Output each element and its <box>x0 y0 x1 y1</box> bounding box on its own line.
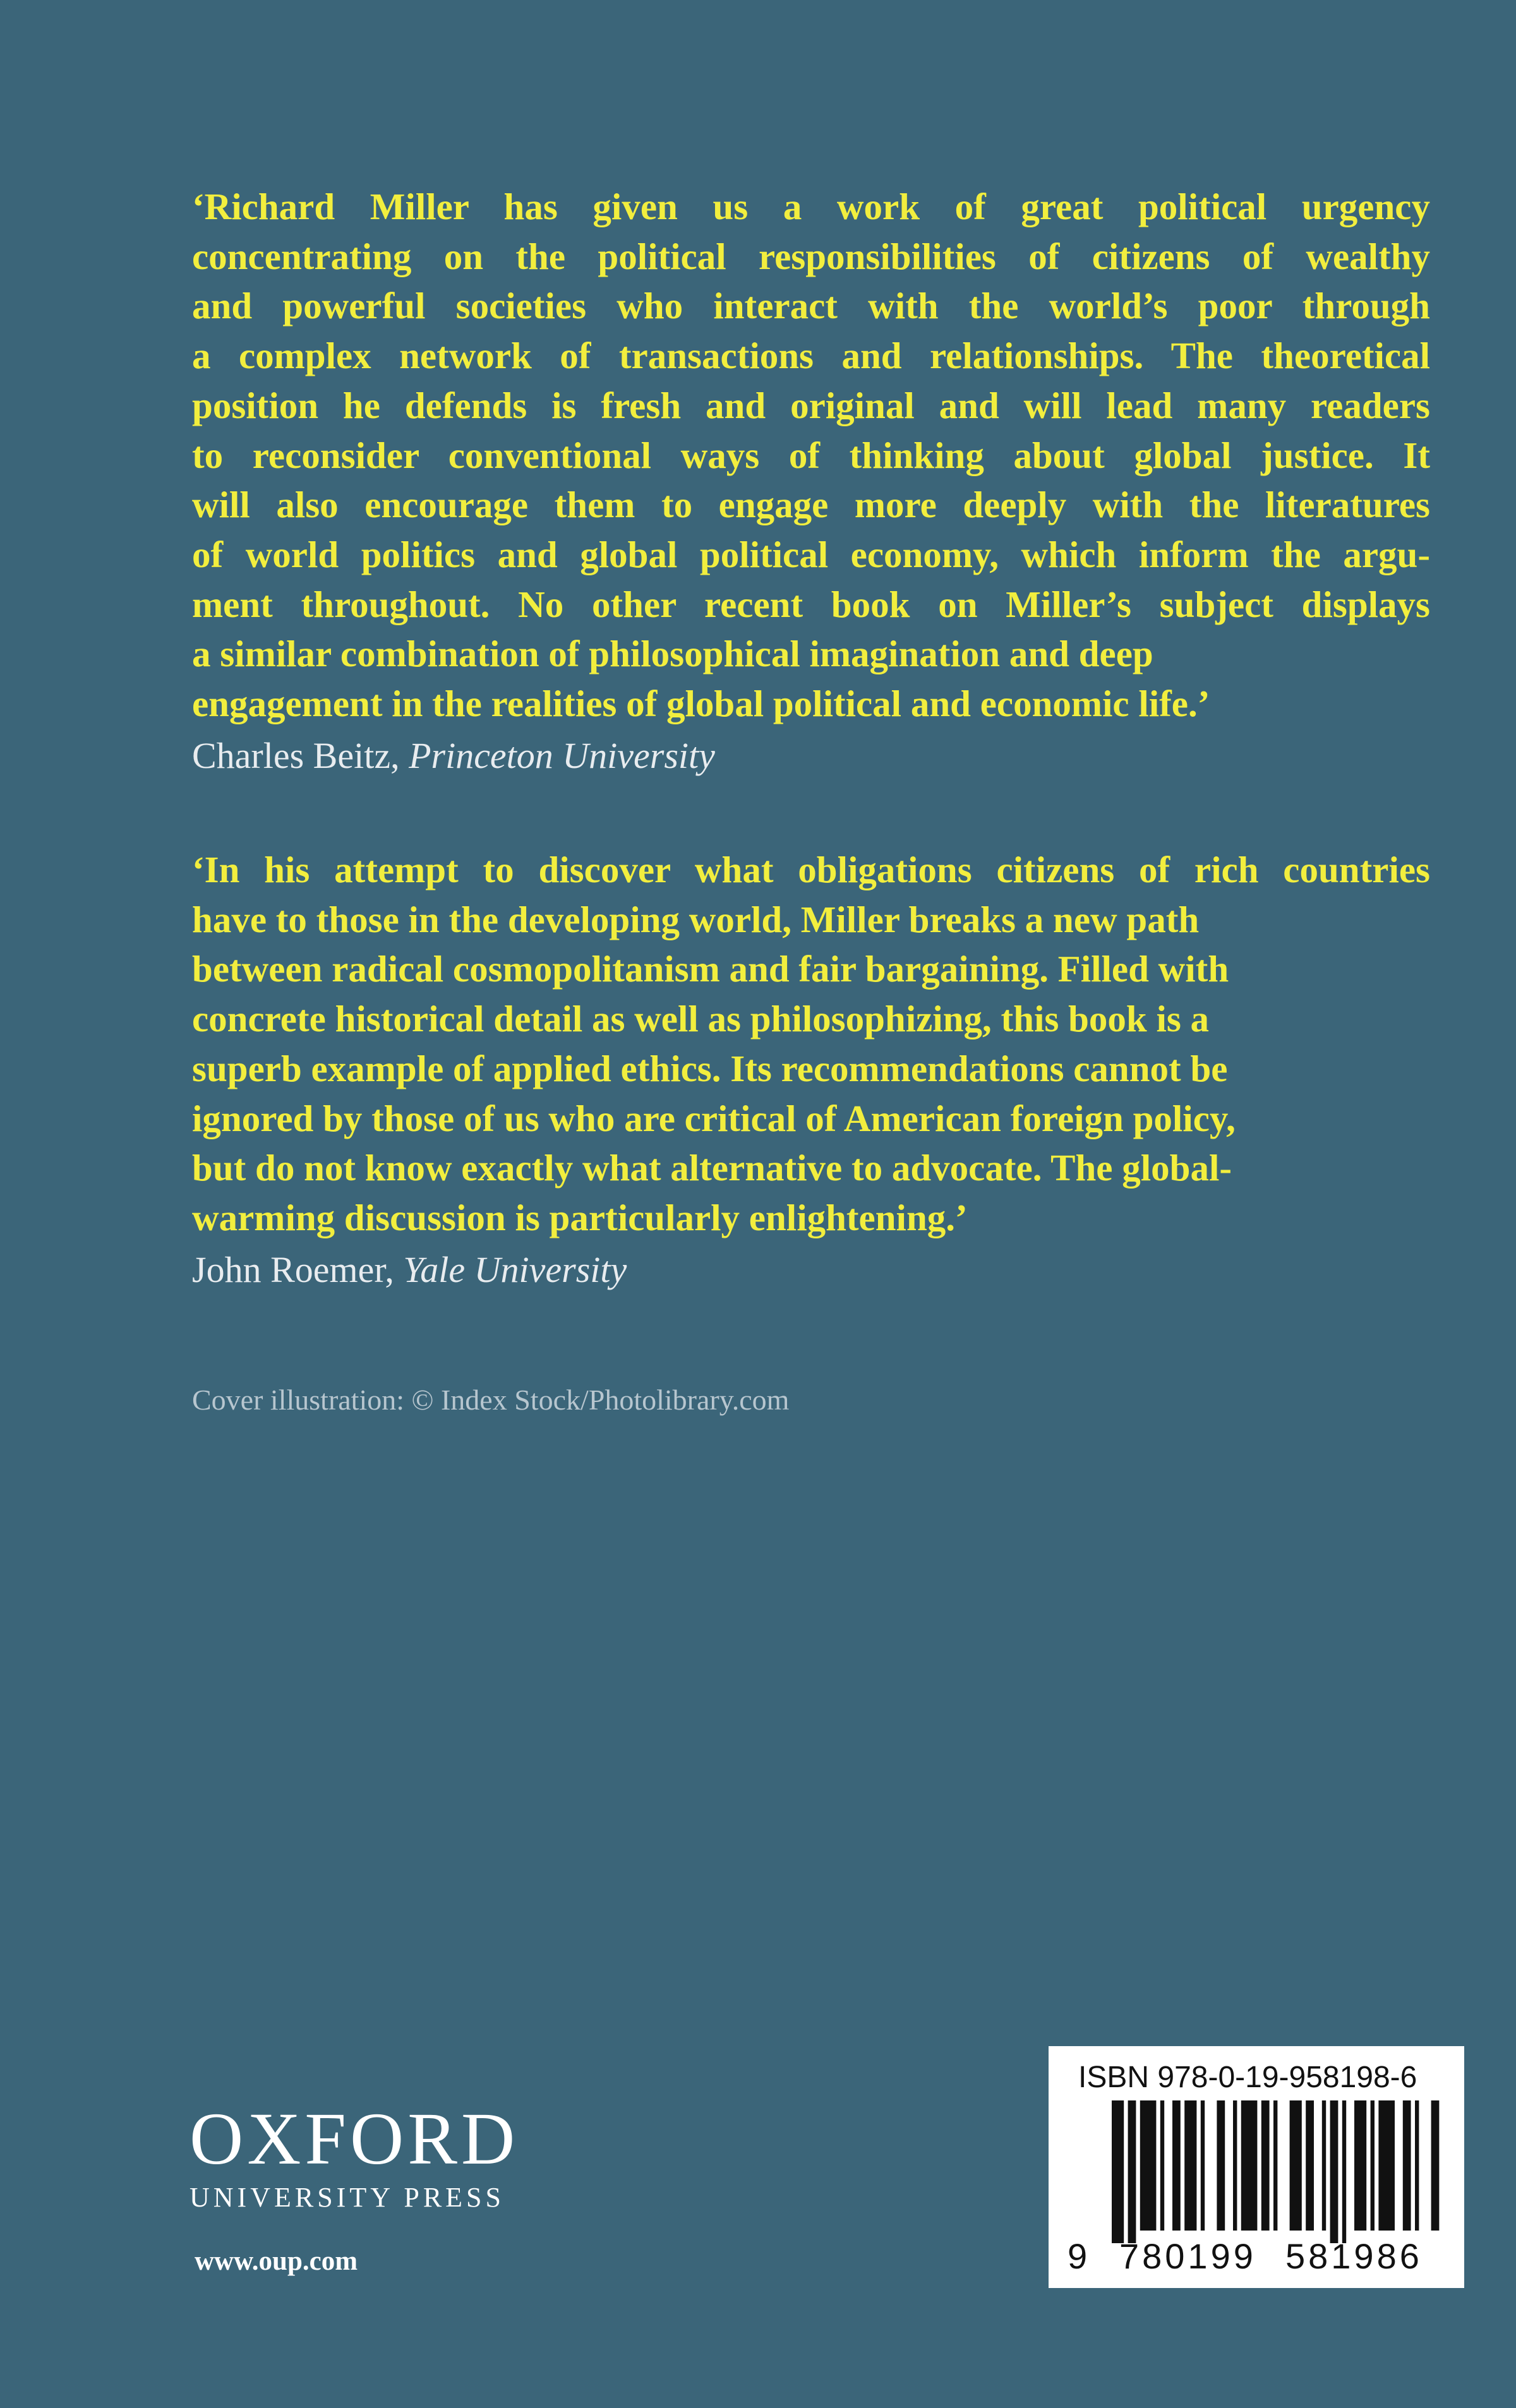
attribution-author: Charles Beitz, <box>192 734 400 776</box>
barcode-bar <box>1241 2100 1258 2231</box>
quote-line: ment throughout. No other recent book on Miller’s subject displays <box>192 583 1430 625</box>
quote-line: ignored by those of us who are critical of American foreign policy, <box>192 1097 1236 1139</box>
quote-line: a similar combination of philosophical imagination and deep <box>192 633 1153 675</box>
quote-text <box>192 182 1430 729</box>
barcode-bar <box>1322 2100 1326 2231</box>
attribution-author: John Roemer, <box>192 1249 394 1290</box>
quote-line: between radical cosmopolitanism and fair bargaining. Filled with <box>192 948 1229 990</box>
barcode-bar <box>1140 2100 1157 2231</box>
attribution-affiliation: Princeton University <box>409 734 715 776</box>
barcode-bar <box>1128 2100 1136 2243</box>
quote-line: engagement in the realities of global political and economic life.’ <box>192 683 1210 725</box>
quote-line: to reconsider conventional ways of thinking about global justice. It <box>192 434 1430 476</box>
oxford-logo <box>190 2097 519 2213</box>
quote-attribution <box>192 734 1430 778</box>
barcode-bar <box>1112 2100 1124 2243</box>
quote-line: and powerful societies who interact with the world’s poor through <box>192 285 1430 327</box>
barcode-bar <box>1330 2100 1339 2243</box>
publisher-subtitle: UNIVERSITY PRESS <box>190 2182 505 2213</box>
barcode-bar <box>1415 2100 1419 2231</box>
cover-illustration-credit: Cover illustration: © Index Stock/Photolibrary.com <box>192 1384 790 1416</box>
barcode-bar <box>1172 2100 1181 2231</box>
review-quote-roemer <box>192 845 1430 1292</box>
barcode-bar <box>1201 2100 1205 2231</box>
quote-line: ‘In his attempt to discover what obligations citizens of rich countries <box>192 849 1430 890</box>
quote-attribution <box>192 1248 1430 1292</box>
barcode-bar <box>1431 2100 1440 2231</box>
quote-line: position he defends is fresh and original and will lead many readers <box>192 384 1430 426</box>
quote-line: superb example of applied ethics. Its recommendations cannot be <box>192 1047 1228 1089</box>
quote-text <box>192 845 1430 1243</box>
quote-line: have to those in the developing world, Miller breaks a new path <box>192 898 1200 940</box>
publisher-website[interactable]: www.oup.com <box>195 2246 358 2276</box>
quote-line: of world politics and global political economy, which inform the argu- <box>192 533 1430 575</box>
barcode-bar <box>1233 2100 1237 2231</box>
quote-line: warming discussion is particularly enlightening.’ <box>192 1196 968 1238</box>
review-quote-beitz <box>192 182 1430 778</box>
isbn-barcode <box>1049 2046 1464 2288</box>
barcode-bar <box>1273 2100 1277 2231</box>
barcode-digit-first: 9 <box>1068 2236 1091 2276</box>
attribution-affiliation: Yale University <box>403 1249 627 1290</box>
barcode-bar <box>1378 2100 1395 2231</box>
quote-line: a complex network of transactions and relationships. The theoretical <box>192 335 1430 377</box>
quote-line: will also encourage them to engage more deeply with the literatures <box>192 484 1430 526</box>
barcode-bar <box>1354 2100 1366 2231</box>
barcode-bar <box>1160 2100 1164 2231</box>
quote-line: concentrating on the political responsibilities of citizens of wealthy <box>192 235 1430 277</box>
barcode-bar <box>1217 2100 1225 2231</box>
barcode-bar <box>1290 2100 1302 2231</box>
barcode-digits-left: 780199 <box>1119 2236 1256 2276</box>
quote-line: ‘Richard Miller has given us a work of great political urgency <box>192 186 1430 227</box>
isbn-label: ISBN 978-0-19-958198-6 <box>1078 2061 1417 2094</box>
barcode-bar <box>1184 2100 1196 2231</box>
barcode-bar <box>1261 2100 1270 2231</box>
quote-line: concrete historical detail as well as philosophizing, this book is a <box>192 998 1210 1040</box>
barcode-bar <box>1306 2100 1314 2231</box>
barcode-bar <box>1403 2100 1411 2231</box>
barcode-bar <box>1371 2100 1375 2231</box>
barcode-digits-right: 581986 <box>1285 2236 1423 2276</box>
barcode-bar <box>1342 2100 1346 2243</box>
publisher-name: OXFORD <box>190 2097 519 2180</box>
quote-line: but do not know exactly what alternative to advocate. The global- <box>192 1147 1232 1189</box>
